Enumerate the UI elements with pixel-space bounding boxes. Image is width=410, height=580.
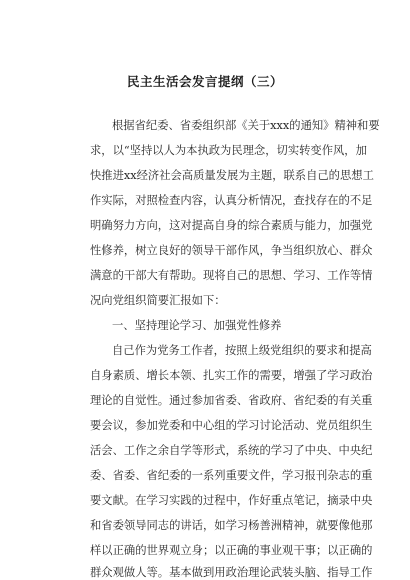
paragraph-line: 自己作为党务工作者，按照上级党组织的要求和提高 [112,344,372,357]
paragraph-line: 要会议，参加党委和中心组的学习讨论活动、党员组织生 [90,419,373,432]
paragraph-line: 样以正确的世界观立身；以正确的事业观干事；以正确的 [90,544,373,557]
paragraph-line: 和省委领导同志的讲话，如学习杨善洲精神，就要像他那 [90,519,373,532]
paragraph-line: 委、省委、省纪委的一系列重要文件，学习报刊杂志的重 [90,469,373,482]
paragraph-line: 满意的干部大有帮助。现将自己的思想、学习、工作等情 [90,269,373,282]
paragraph-line: 自身素质、增长本领、扎实工作的需要，增强了学习政治 [90,369,373,382]
paragraph-line: 明确努力方向，这对提高自身的综合素质与能力，加强党 [90,219,373,232]
paragraph-line: 性修养，树立良好的领导干部作风，争当组织放心、群众 [90,244,373,257]
paragraph-line: 根据省纪委、省委组织部《关于xxx的通知》精神和要 [112,119,380,132]
document-title: 民主生活会发言提纲（三） [126,74,283,89]
paragraph-line: 活会、工作之余自学等形式，系统的学习了中央、中央纪 [90,444,373,457]
paragraph-line: 作实际，对照检查内容，认真分析情况，查找存在的不足 [90,194,373,207]
section-heading: 一、坚持理论学习、加强党性修养 [112,319,282,332]
paragraph-line: 求，以“坚持以人为本执政为民理念，切实转变作风，加 [90,144,367,157]
paragraph-line: 况向党组织简要汇报如下： [90,294,226,307]
paragraph-line: 要文献。在学习实践的过程中，作好重点笔记，摘录中央 [90,494,373,507]
paragraph-line: 快推进xx经济社会高质量发展为主题，联系自己的思想工 [90,169,374,182]
paragraph-line: 群众观做人等。基本做到用政治理论武装头脑、指导工作 [90,566,373,579]
paragraph-line: 理论的自觉性。通过参加省委、省政府、省纪委的有关重 [90,394,373,407]
